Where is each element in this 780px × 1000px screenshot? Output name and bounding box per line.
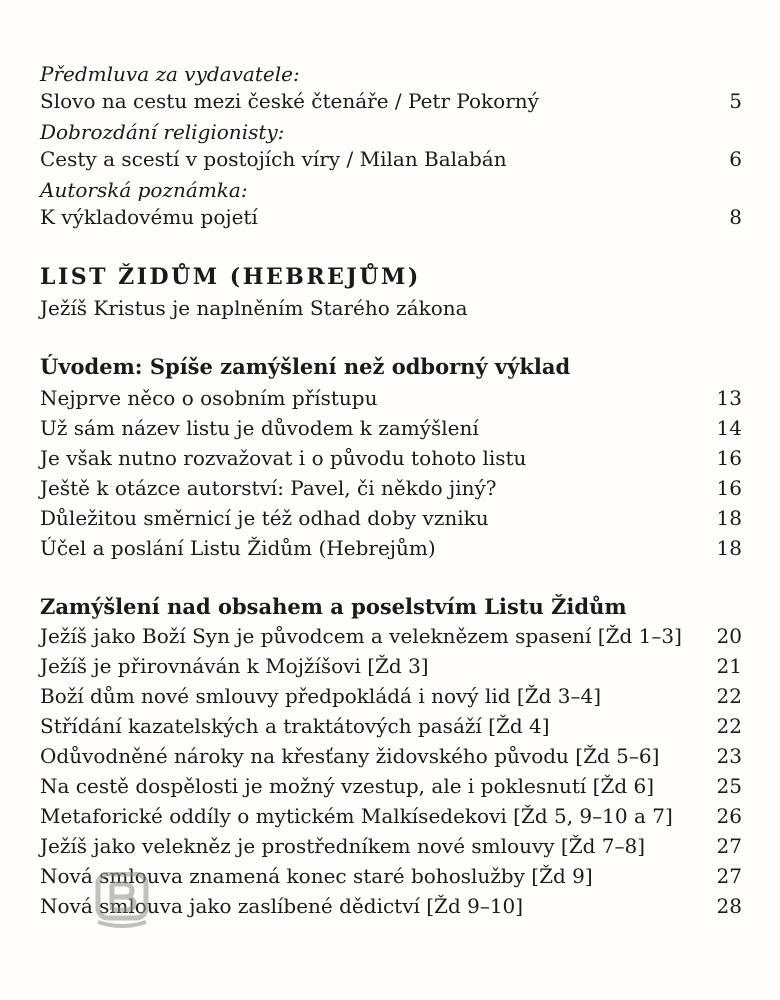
toc-entry-page: 27	[716, 864, 742, 888]
toc-entry[interactable]	[40, 205, 742, 229]
front-matter-heading: Předmluva za vydavatele:	[40, 62, 300, 86]
toc-entry[interactable]	[40, 654, 742, 678]
toc-entry-page: 16	[716, 476, 742, 500]
toc-entry-page: 20	[716, 624, 742, 648]
toc-entry-page: 18	[716, 506, 742, 530]
toc-entry-page: 22	[716, 684, 742, 708]
front-matter-heading: Dobrozdání religionisty:	[40, 120, 285, 144]
toc-entry-title: Ježíš je přirovnáván k Mojžíšovi [Žd 3]	[40, 654, 429, 678]
toc-entry[interactable]	[40, 446, 742, 470]
toc-entry-page: 5	[729, 89, 742, 113]
toc-entry[interactable]	[40, 714, 742, 738]
toc-entry-title: Je však nutno rozvažovat i o původu tohoto listu	[40, 446, 527, 470]
front-matter-heading: Autorská poznámka:	[40, 178, 248, 202]
toc-entry[interactable]	[40, 416, 742, 440]
toc-entry-page: 18	[716, 536, 742, 560]
toc-entry-page: 14	[716, 416, 742, 440]
toc-entry[interactable]	[40, 386, 742, 410]
toc-entry-title: Důležitou směrnicí je též odhad doby vzniku	[40, 506, 489, 530]
toc-entry-page: 13	[716, 386, 742, 410]
toc-entry[interactable]	[40, 804, 742, 828]
toc-entry-title: Metaforické oddíly o mytickém Malkísedekovi [Žd 5, 9–10 a 7]	[40, 804, 673, 828]
part-subtitle: Ježíš Kristus je naplněním Starého zákona	[40, 296, 468, 320]
toc-entry-title: Nová smlouva jako zaslíbené dědictví [Žd 9–10]	[40, 894, 524, 918]
toc-entry-title: Cesty a scestí v postojích víry / Milan Balabán	[40, 147, 507, 171]
toc-entry-title: Účel a poslání Listu Židům (Hebrejům)	[40, 536, 436, 560]
toc-entry-page: 25	[716, 774, 742, 798]
toc-entry[interactable]	[40, 774, 742, 798]
toc-entry-page: 27	[716, 834, 742, 858]
toc-entry[interactable]	[40, 89, 742, 113]
toc-entry[interactable]	[40, 506, 742, 530]
toc-entry[interactable]	[40, 834, 742, 858]
toc-entry[interactable]	[40, 624, 742, 648]
toc-entry-title: Už sám název listu je důvodem k zamýšlení	[40, 416, 479, 440]
section-heading: Zamýšlení nad obsahem a poselstvím Listu Židům	[40, 594, 627, 619]
toc-entry-page: 28	[716, 894, 742, 918]
toc-entry-title: Na cestě dospělosti je možný vzestup, ale i poklesnutí [Žd 6]	[40, 774, 655, 798]
section-heading: Úvodem: Spíše zamýšlení než odborný výklad	[40, 354, 571, 379]
toc-entry-title: Ještě k otázce autorství: Pavel, či někdo jiný?	[40, 476, 497, 500]
toc-entry-page: 26	[716, 804, 742, 828]
toc-entry-page: 16	[716, 446, 742, 470]
toc-entry-title: Nejprve něco o osobním přístupu	[40, 386, 378, 410]
toc-entry-title: Ježíš jako velekněz je prostředníkem nové smlouvy [Žd 7–8]	[40, 834, 646, 858]
toc-entry[interactable]	[40, 536, 742, 560]
toc-entry[interactable]	[40, 147, 742, 171]
toc-entry-title: Odůvodněné nároky na křesťany židovského původu [Žd 5–6]	[40, 744, 660, 768]
toc-entry-page: 23	[716, 744, 742, 768]
toc-entry-title: Střídání kazatelských a traktátových pasáží [Žd 4]	[40, 714, 550, 738]
toc-entry-title: Ježíš jako Boží Syn je původcem a veleknězem spasení [Žd 1–3]	[40, 624, 682, 648]
part-title: LIST ŽIDŮM (HEBREJŮM)	[40, 264, 421, 290]
toc-entry-page: 22	[716, 714, 742, 738]
toc-entry-page: 6	[729, 147, 742, 171]
publisher-logo-icon	[94, 872, 150, 934]
toc-entry-title: Boží dům nové smlouvy předpokládá i nový lid [Žd 3–4]	[40, 684, 602, 708]
toc-entry-page: 21	[716, 654, 742, 678]
toc-entry-title: K výkladovému pojetí	[40, 205, 258, 229]
toc-entry-title: Slovo na cestu mezi české čtenáře / Petr Pokorný	[40, 89, 539, 113]
toc-entry-title: Nová smlouva znamená konec staré bohoslužby [Žd 9]	[40, 864, 593, 888]
toc-entry[interactable]	[40, 684, 742, 708]
toc-entry[interactable]	[40, 476, 742, 500]
toc-entry-page: 8	[729, 205, 742, 229]
toc-entry[interactable]	[40, 744, 742, 768]
